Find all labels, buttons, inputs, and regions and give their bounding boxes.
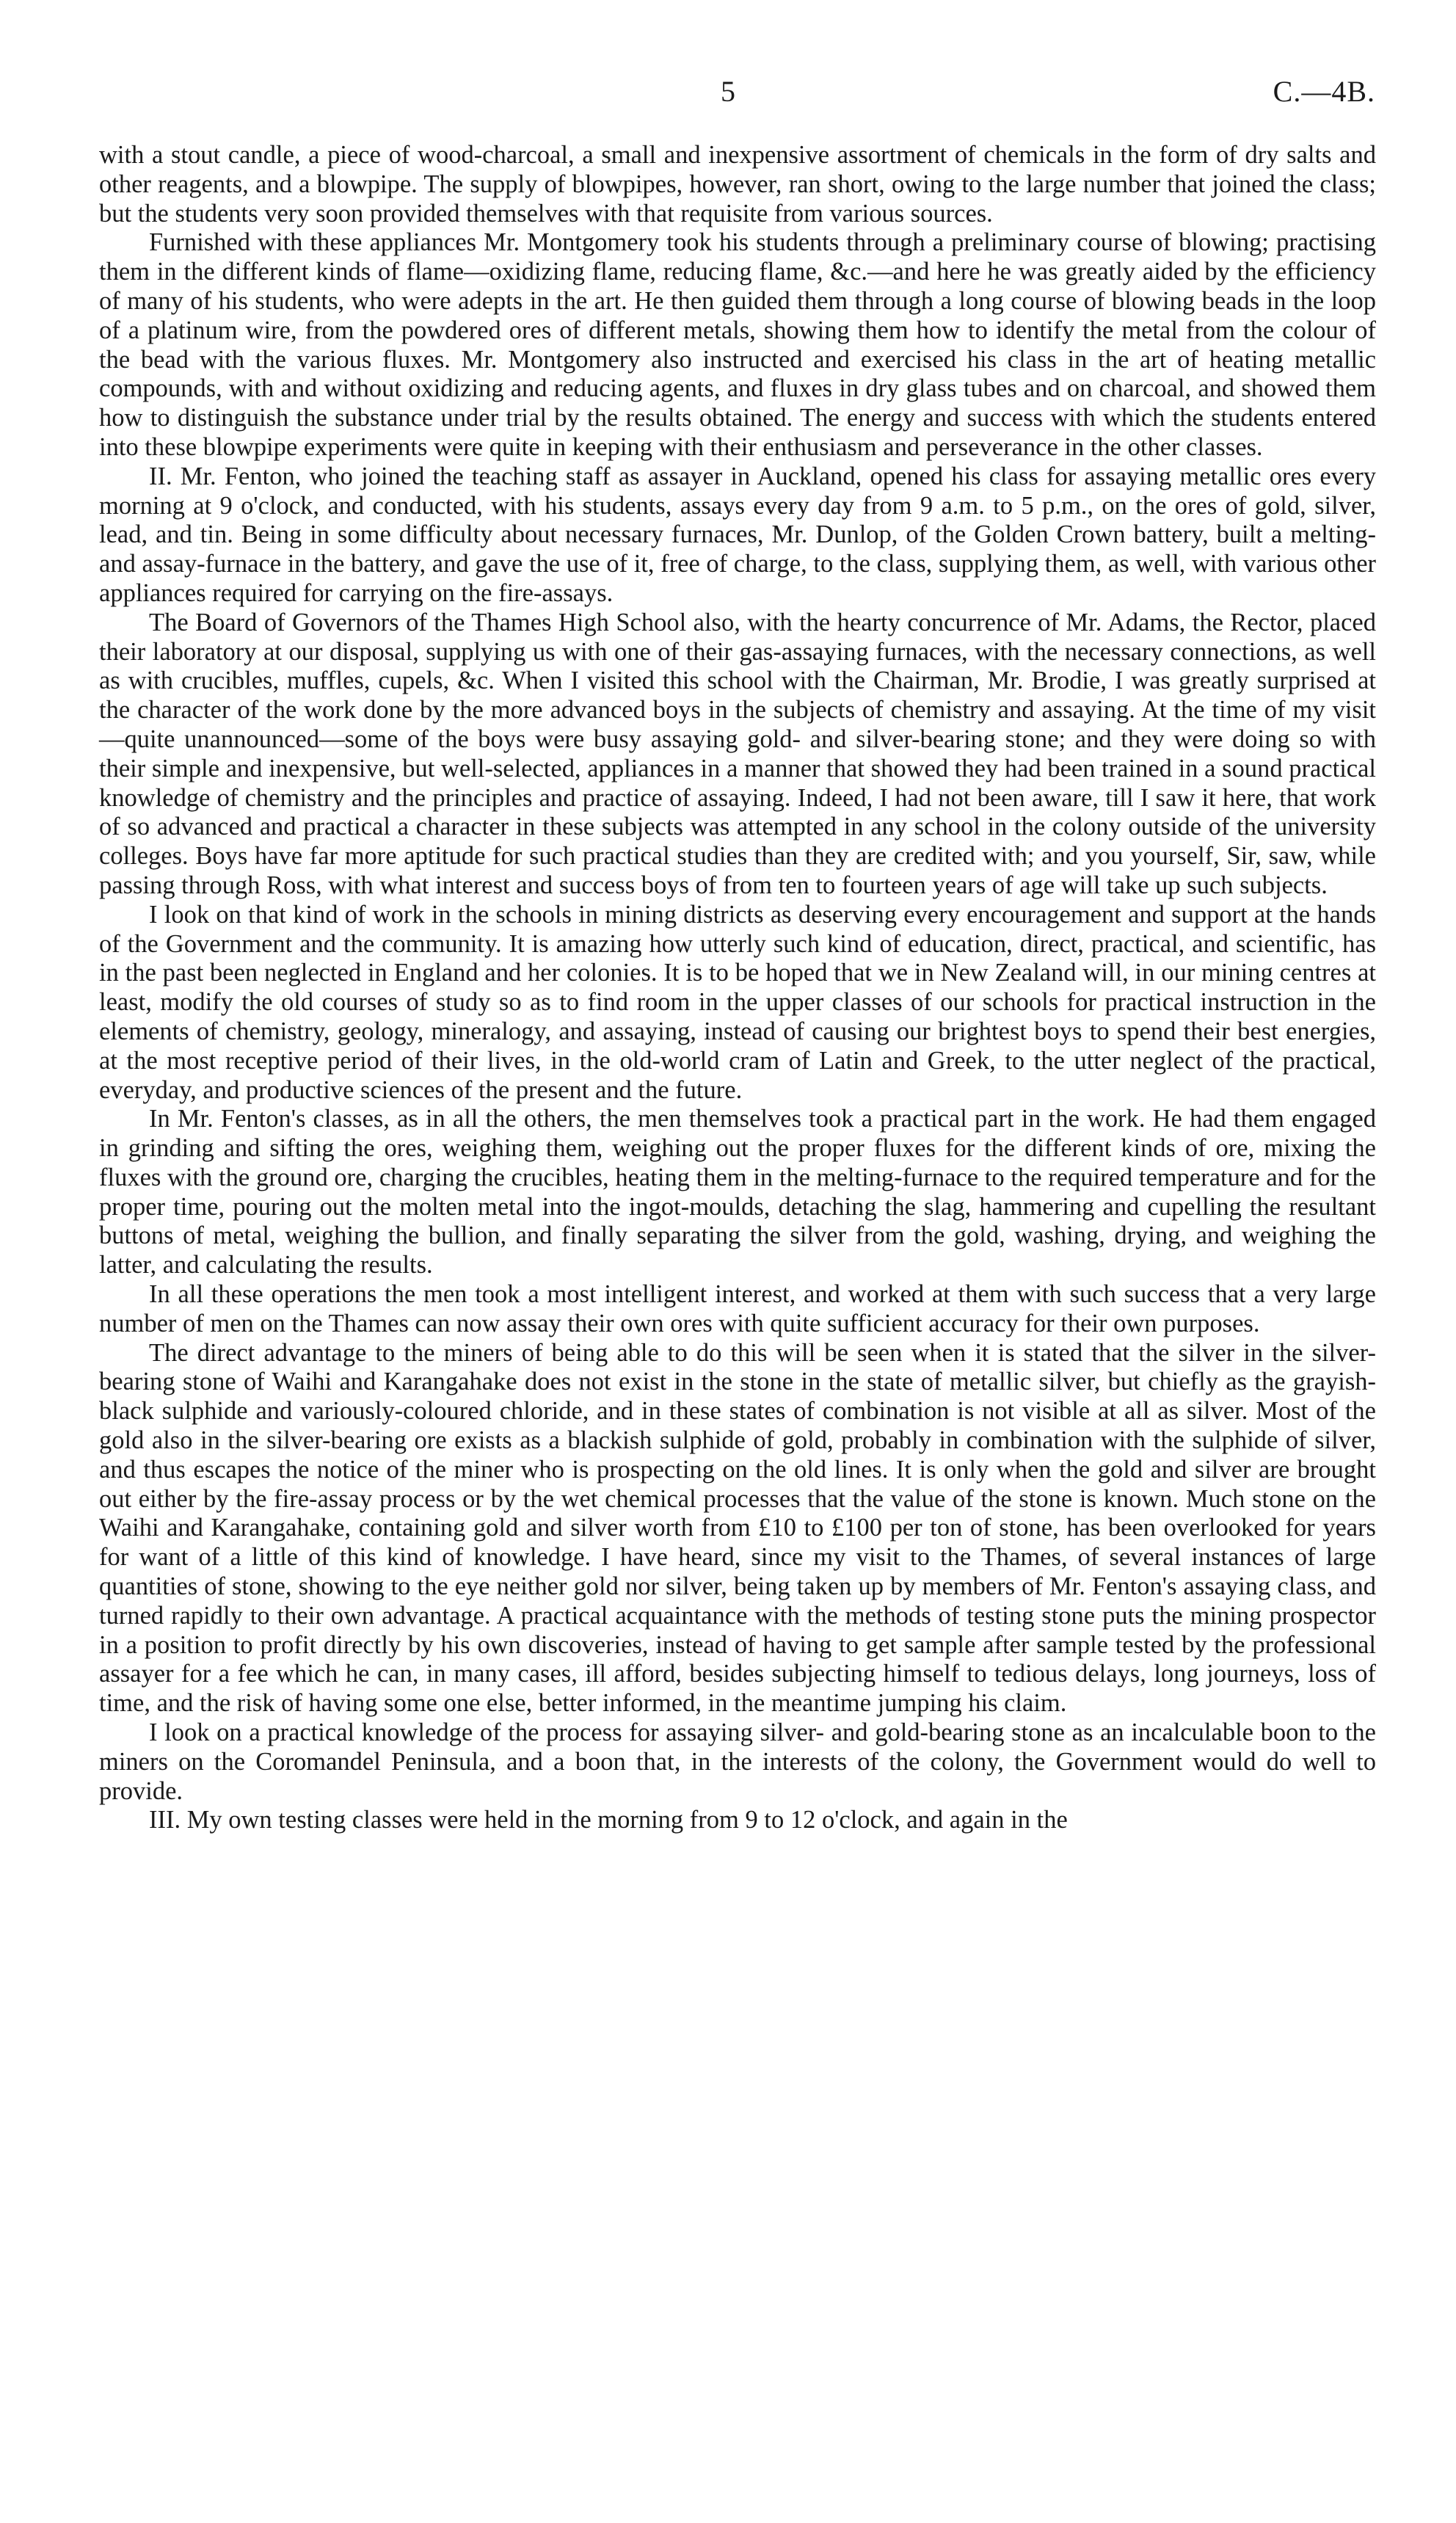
paragraph-high-school: The Board of Governors of the Thames High School also, with the hearty concurrence of Mr. Adams, the Rector, placed their laboratory at our disposal, supplying us with one of their gas-assaying furnaces, with the necessary connections, as well as with crucibles, muffles, cupels, &c. When I visited this school with the Chairman, Mr. Brodie, I was greatly surprised at the character of the work done by the more advanced boys in the subjects of chemistry and assaying. At the time of my visit—quite unannounced—some of the boys were busy assaying gold- and silver-bearing stone; and they were doing so with their simple and inexpensive, but well-selected, appliances in a manner that showed they had been trained in a sound practical knowledge of chemistry and the principles and practice of assaying. Indeed, I had not been aware, till I saw it here, that work of so advanced and practical a character in these subjects was attempted in any school in the colony outside of the university colleges. Boys have far more aptitude for such practical studies than they are credited with; and you yourself, Sir, saw, while passing through Ross, with what interest and success boys of from ten to fourteen years of age will take up such subjects.: [99, 608, 1376, 899]
body-text: [99, 141, 1376, 1835]
paragraph-incalculable-boon: I look on a practical knowledge of the process for assaying silver- and gold-bearing stone as an incalculable boon to the miners on the Coromandel Peninsula, and a boon that, in the interests of the colony, the Government would do well to provide.: [99, 1718, 1376, 1805]
paragraph-testing-classes: III. My own testing classes were held in the morning from 9 to 12 o'clock, and again in the: [149, 1806, 1068, 1834]
paragraph-direct-advantage: The direct advantage to the miners of being able to do this will be seen when it is stated that the silver in the silver-bearing stone of Waihi and Karangahake does not exist in the stone in the state of metallic silver, but chiefly as the grayish-black sulphide and variously-coloured chloride, and in these states of combination is not visible at all as silver. Most of the gold also in the silver-bearing ore exists as a blackish sulphide of gold, probably in combination with the sulphide of silver, and thus escapes the notice of the miner who is prospecting on the old lines. It is only when the gold and silver are brought out either by the fire-assay process or by the wet chemical processes that the value of the stone is known. Much stone on the Waihi and Karangahake, containing gold and silver worth from £10 to £100 per ton of stone, has been overlooked for years for want of a little of this kind of knowledge. I have heard, since my visit to the Thames, of several instances of large quantities of stone, showing to the eye neither gold nor silver, being taken up by members of Mr. Fenton's assaying class, and turned rapidly to their own advantage. A practical acquaintance with the methods of testing stone puts the mining prospector in a position to profit directly by his own discoveries, instead of having to get sample after sample tested by the professional assayer for a fee which he can, in many cases, ill afford, besides subjecting himself to tedious delays, long journeys, loss of time, and the risk of having some one else, better informed, in the meantime jumping his claim.: [99, 1338, 1376, 1718]
paragraph-school-encouragement: I look on that kind of work in the schools in mining districts as deserving every encouragement and support at the hands of the Government and the community. It is amazing how utterly such kind of education, direct, practical, and scientific, has in the past been neglected in England and her colonies. It is to be hoped that we in New Zealand will, in our mining centres at least, modify the old courses of study so as to find room in the upper classes of our schools for practical instruction in the elements of chemistry, geology, mineralogy, and assaying, instead of causing our brightest boys to spend their best energies, at the most receptive period of their lives, in the old-world cram of Latin and Greek, to the utter neglect of the practical, everyday, and productive sciences of the present and the future.: [99, 900, 1376, 1104]
page-number: 5: [721, 75, 735, 108]
paragraph-blowpipe-course: Furnished with these appliances Mr. Montgomery took his students through a preliminary course of blowing; practising them in the different kinds of flame—oxidizing flame, reducing flame, &c.—and here he was greatly aided by the efficiency of many of his students, who were adepts in the art. He then guided them through a long course of blowing beads in the loop of a platinum wire, from the powdered ores of different metals, showing them how to identify the metal from the colour of the bead with the various fluxes. Mr. Montgomery also instructed and exercised his class in the art of heating metallic compounds, with and without oxidizing and reducing agents, and fluxes in dry glass tubes and on charcoal, and showed them how to distinguish the substance under trial by the results obtained. The energy and success with which the students entered into these blowpipe experiments were quite in keeping with their enthusiasm and perseverance in the other classes.: [99, 228, 1376, 461]
paragraph-fenton-class: II. Mr. Fenton, who joined the teaching staff as assayer in Auckland, opened his class for assaying metallic ores every morning at 9 o'clock, and conducted, with his students, assays every day from 9 a.m. to 5 p.m., on the ores of gold, silver, lead, and tin. Being in some difficulty about necessary furnaces, Mr. Dunlop, of the Golden Crown battery, built a melting- and assay-furnace in the battery, and gave the use of it, free of charge, to the class, supplying them, as well, with various other appliances required for carrying on the fire-assays.: [99, 462, 1376, 607]
document-reference: C.—4B.: [1273, 75, 1375, 108]
paragraph-intelligent-interest: In all these operations the men took a most intelligent interest, and worked at them with such success that a very large number of men on the Thames can now assay their own ores with quite sufficient accuracy for their own purposes.: [99, 1280, 1376, 1337]
paragraph-practical-work: In Mr. Fenton's classes, as in all the others, the men themselves took a practical part in the work. He had them engaged in grinding and sifting the ores, weighing them, weighing out the proper fluxes for the different kinds of ore, mixing the fluxes with the ground ore, charging the crucibles, heating them in the melting-furnace to the required temperature and for the proper time, pouring out the molten metal into the ingot-moulds, detaching the slag, hammering and cupelling the resultant buttons of metal, weighing the bullion, and finally separating the silver from the gold, washing, drying, and weighing the latter, and calculating the results.: [99, 1105, 1376, 1279]
paragraph-continuation: with a stout candle, a piece of wood-charcoal, a small and inexpensive assortment of chemicals in the form of dry salts and other reagents, and a blowpipe. The supply of blowpipes, however, ran short, owing to the large number that joined the class; but the students very soon provided themselves with that requisite from various sources.: [99, 141, 1376, 228]
